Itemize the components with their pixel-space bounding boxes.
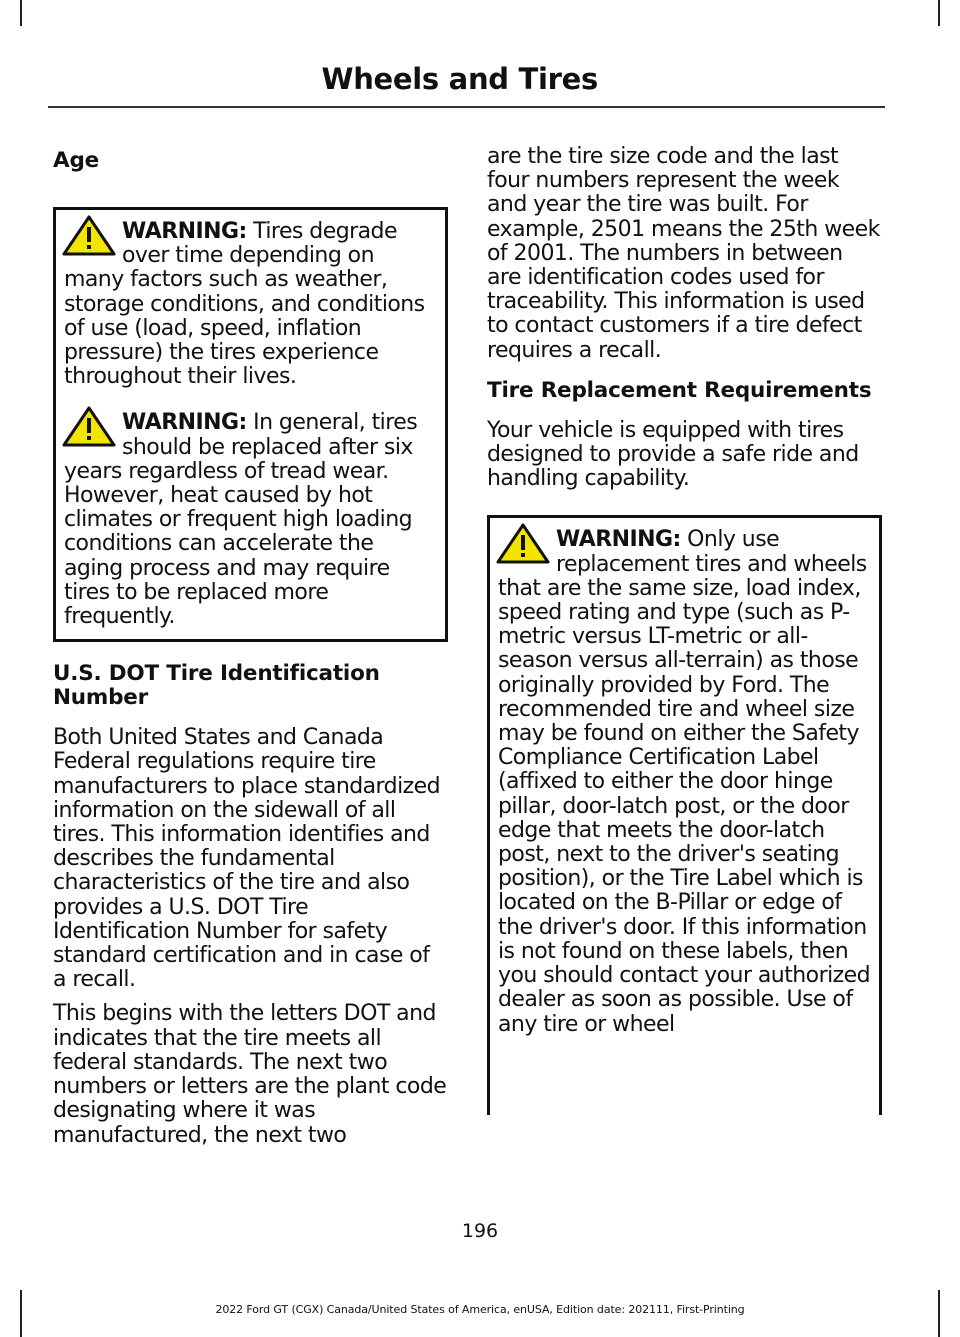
warning-text: Tires degrade over time depending on many factors such as weather, storage conditions, and conditions of use (load, speed, inflation pressure) the tires experience throughout their lives.	[64, 219, 425, 390]
footer-edition-info: 2022 Ford GT (CGX) Canada/United States of America, enUSA, Edition date: 202111, First-Printing	[215, 1303, 745, 1316]
paragraph: This begins with the letters DOT and indicates that the tire meets all federal standards. The next two numbers or letters are the plant code designating where it was manufactured, the next two	[53, 1001, 447, 1148]
section-heading-age: Age	[53, 148, 100, 173]
right-column	[487, 145, 882, 1115]
warning-1	[64, 220, 437, 389]
paragraph: Both United States and Canada Federal regulations require tire manufacturers to place standardized information on the sidewall of all tires. This information identifies and describes the fundamental characteristics of the tire and also provides a U.S. DOT Tire Identification Number for safety standard certification and in case of a recall.	[53, 725, 441, 993]
section-heading-dot: U.S. DOT Tire Identification Number	[53, 661, 380, 711]
warning-label: WARNING:	[122, 410, 247, 436]
crop-mark	[938, 0, 940, 26]
warning-box	[487, 515, 882, 1115]
page-number: 196	[461, 1220, 499, 1242]
warning-triangle-icon	[62, 405, 116, 447]
paragraph: are the tire size code and the last four numbers represent the week and year the tire was built. For example, 2501 means the 25th week of 2001. The numbers in between are identification codes used for traceability. This information is used to contact customers if a tire defect requires a recall.	[487, 144, 880, 363]
warning-text: In general, tires should be replaced after six years regardless of tread wear. However, heat caused by hot climates or frequent high loading conditions can accelerate the aging process and may require tires to be replaced more frequently.	[64, 410, 418, 630]
header-divider	[48, 106, 885, 108]
warning-text: Only use replacement tires and wheels that are the same size, load index, speed rating and type (such as P-metric versus LT-metric or all-season versus all-terrain) as those originally provided by Ford. The recommended tire and wheel size may be found on either the Safety Compliance Certification Label (affixed to either the door hinge pillar, door-latch post, or the door edge that meets the door-latch post, next to the driver's seating position), or the Tire Label which is located on the B-Pillar or edge of the driver's door. If this information is not found on these labels, then you should contact your authorized dealer as soon as possible. Use of any tire or wheel	[498, 527, 871, 1037]
page-title: Wheels and Tires	[321, 62, 598, 96]
paragraph: Your vehicle is equipped with tires designed to provide a safe ride and handling capability.	[487, 417, 859, 492]
warning-2	[64, 411, 437, 629]
warning-triangle-icon	[62, 214, 116, 256]
warning-triangle-icon	[496, 522, 550, 564]
section-heading-replacement: Tire Replacement Requirements	[487, 377, 872, 403]
crop-mark	[20, 0, 22, 26]
left-column	[53, 145, 448, 1148]
warning-3	[498, 528, 871, 1036]
warning-label: WARNING:	[122, 219, 247, 244]
warning-label: WARNING:	[556, 527, 681, 553]
warning-box	[53, 207, 448, 642]
